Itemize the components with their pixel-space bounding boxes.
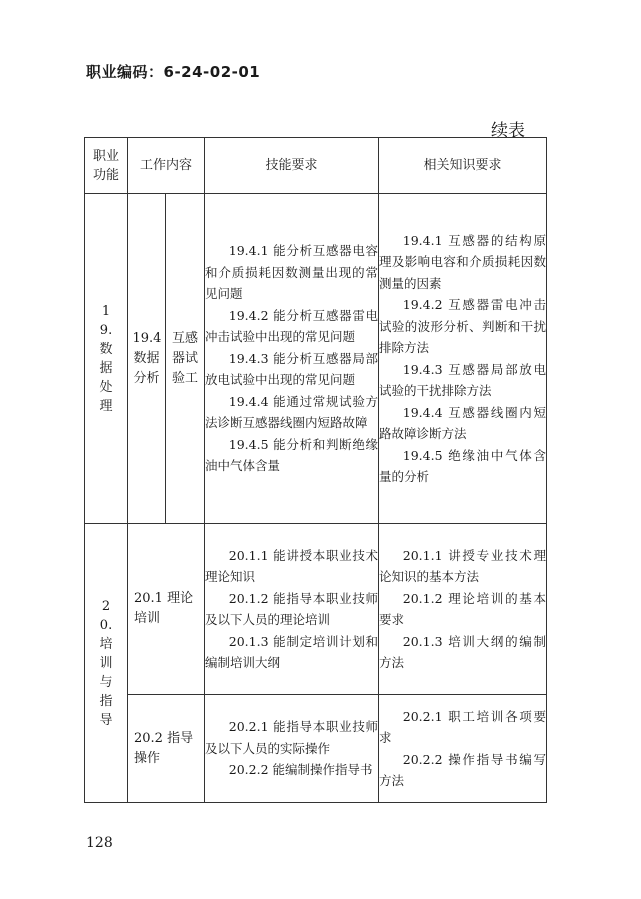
table-row [85,524,547,695]
knowledge-cell [379,524,547,695]
content-cell-20-2: 20.2 指导操作 [128,695,205,803]
content-sub-cell: 互感器试验工 [166,194,205,524]
list-item: 19.4.4 互感器线圈内短路故障诊断方法 [379,404,547,441]
list-item: 19.4.1 能分析互感器电容和介质损耗因数测量出现的常见问题 [205,243,379,302]
list-item: 19.4.5 能分析和判断绝缘油中气体含量 [205,436,379,474]
list-item: 20.1.1 能讲授本职业技术理论知识 [205,547,379,584]
list-item: 20.1.3 能制定培训计划和编制培训大纲 [205,633,379,670]
list-item: 20.1.2 理论培训的基本要求 [379,590,547,627]
list-item: 20.1.3 培训大纲的编制方法 [379,633,547,670]
function-num: 20. [99,598,113,633]
skills-table [84,137,547,803]
list-item: 19.4.2 能分析互感器雷电冲击试验中出现的常见问题 [205,307,379,345]
page-number: 128 [86,835,113,851]
table-row [85,194,547,524]
function-cell-19 [85,194,128,524]
list-item: 20.2.2 能编制操作指导书 [228,762,373,778]
skills-cell [205,194,379,524]
continued-label: 续表 [491,121,525,141]
list-item: 20.1.2 能指导本职业技师及以下人员的理论培训 [205,590,379,627]
content-cell-20-1: 20.1 理论培训 [128,524,205,695]
occupation-code: 职业编码：6-24-02-01 [86,63,261,81]
list-item: 20.1.1 讲授专业技术理论知识的基本方法 [379,547,547,584]
function-name: 数据处理 [99,341,113,414]
list-item: 19.4.5 绝缘油中气体含量的分析 [379,447,547,484]
list-item: 19.4.1 互感器的结构原理及影响电容和介质损耗因数测量的因素 [379,232,547,291]
function-num: 19. [99,303,113,338]
header-work-content: 工作内容 [128,138,205,194]
skills-cell [205,695,379,803]
skills-cell [205,524,379,695]
list-item: 20.2.2 操作指导书编写方法 [379,751,547,788]
table-header-row [85,138,547,194]
list-item: 19.4.3 能分析互感器局部放电试验中出现的常见问题 [205,350,379,388]
knowledge-cell [379,695,547,803]
header-skill-requirements: 技能要求 [205,138,379,194]
header-knowledge-requirements: 相关知识要求 [379,138,547,194]
list-item: 19.4.3 互感器局部放电试验的干扰排除方法 [379,361,547,398]
function-cell-20 [85,524,128,803]
knowledge-cell [379,194,547,524]
list-item: 19.4.4 能通过常规试验方法诊断互感器线圈内短路故障 [205,393,379,431]
list-item: 20.2.1 能指导本职业技师及以下人员的实际操作 [205,719,379,756]
table-row [85,695,547,803]
header-function: 职业功能 [85,138,128,194]
list-item: 19.4.2 互感器雷电冲击试验的波形分析、判断和干扰排除方法 [379,297,547,355]
list-item: 20.2.1 职工培训各项要求 [379,708,547,745]
content-cell-19-4: 19.4 数据分析 [128,194,166,524]
function-name: 培训与指导 [99,636,113,728]
